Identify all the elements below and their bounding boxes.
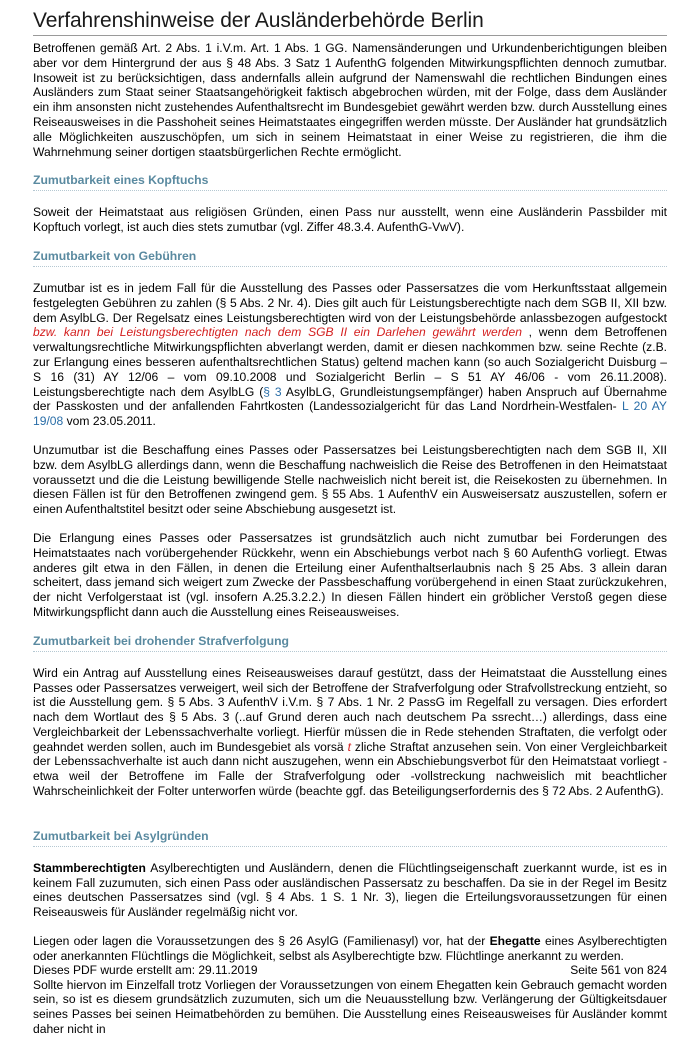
page-title: Verfahrenshinweise der Ausländerbehörde Berlin (33, 9, 484, 32)
text-segment: AsylbLG, Grundleistungsempfänger) haben Anspruch auf Übernahme der Passkosten und der anfallenden Fahrtkosten (Landessozialgericht für das Land Nordrhein-Westfalen- (33, 384, 667, 414)
footer-page-number: Seite 561 von 824 (570, 963, 667, 977)
section-heading-asylgruende: Zumutbarkeit bei Asylgründen (33, 829, 667, 847)
paragraph-gebuehren-2: Unzumutbar ist die Beschaffung eines Passes oder Passersatzes bei Leistungsberechtigten nach dem SGB II, XII bzw. dem AsylbLG allerdings dann, wenn die Beschaffung nachweislich die Reise des Betroffenen in den Heimatstaat voraussetzt und die die Leistung bewilligende Stelle nachweislich nicht bereit ist, die Reisekosten zu übernehmen. In diesen Fällen ist für den Betroffenen zwingend gem. § 55 Abs. 1 AufenthV ein Ausweisersatz auszustellen, sofern er einen Aufenthaltstitel besitzt oder seine Abschiebung ausgesetzt ist. (33, 442, 667, 517)
section-heading-kopftuch: Zumutbarkeit eines Kopftuchs (33, 173, 667, 191)
footer-created-date: Dieses PDF wurde erstellt am: 29.11.2019 (33, 963, 258, 977)
section-heading-strafverfolgung: Zumutbarkeit bei drohender Strafverfolgung (33, 634, 667, 652)
text-segment: Wird ein Antrag auf Ausstellung eines Reiseausweises darauf gestützt, dass der Heimatstaat die Ausstellung eines Passes oder Passersatzes verweigert, weil sich der Betroffene der Strafverfolgung oder Strafvollstreckung entzieht, so ist die Ausstellung gem. § 5 Abs. 3 AufenthV i.V.m. § 7 Abs. 1 Nr. 2 PassG im Regelfall zu versagen. Dies erfordert nach dem Wortlaut des § 5 Abs. 3 (..auf Grund deren auch nach deutschem Pa ssrecht…) allerdings, dass eine Vergleichbarkeit der Lebenssachverhalte vorliegt. Hierfür müssen die in Rede stehenden Straftaten, die verfolgt oder geahndet werden sollen, auch im Bundesgebiet als vorsä (33, 665, 667, 754)
court-decision-link[interactable]: L 20 AY 19/08 (33, 399, 667, 429)
title-divider (33, 35, 667, 36)
paragraph-gebuehren-1 (33, 281, 667, 429)
paragraph-namensaenderung: Betroffenen gemäß Art. 2 Abs. 1 i.V.m. Art. 1 Abs. 1 GG. Namensänderungen und Urkundenberichtigungen bleiben aber vor dem Hintergrund der aus § 48 Abs. 3 Satz 1 AufenthG folgenden Mitwirkungspflichten dennoch zumutbar. Insoweit ist zu berücksichtigen, dass andernfalls allein aufgrund der Namenswahl die rechtlichen Bindungen eines Ausländers zum Staat seiner Staatsangehörigkeit faktisch abgebrochen würden, mit der Folge, dass dem Ausländer ein ihm ansonsten nicht zustehendes Aufenthaltsrecht im Bundesgebiet gewährt werden bzw. durch Ausstellung eines Reiseausweises in die Passhoheit seines Heimatstaates eingegriffen werden müsste. Der Ausländer hat grundsätzlich alle Möglichkeiten auszuschöpfen, um sich in seinem Heimatstaat in einer Weise zu registrieren, die ihm die Wahrnehmung seiner dortigen staatsbürgerlichen Rechte ermöglicht. (33, 41, 667, 159)
paragraph-gebuehren-3: Die Erlangung eines Passes oder Passersatzes ist grundsätzlich auch nicht zumutbar bei Forderungen des Heimatstaates nach vorübergehender Rückkehr, wenn ein Abschiebungs verbot nach § 60 AufenthG vorliegt. Etwas anderes gilt etwa in den Fällen, in denen die Erteilung einer Aufenthaltserlaubnis nach § 25 Abs. 3 allein daran scheitert, dass jemand sich weigert zum Zwecke der Passbeschaffung vorübergehend in einen Staat zurückzukehren, der nicht Verfolgerstaat ist (vgl. insofern A.25.3.2.2.) In diesen Fällen hindert ein gröblicher Verstoß gegen diese Mitwirkungspflicht dann auch die Ausstellung eines Reiseausweises. (33, 530, 667, 619)
text-segment: zliche Straftat anzusehen sein. Von einer Vergleichbarkeit der Lebenssachverhalte ist auch dann nicht auszugehen, wenn ein Abschiebungsverbot für den Heimatstaat vorliegt - etwa weil der Betroffene im Falle der Strafverfolgung oder -vollstreckung nachweislich mit beachtlicher Wahrscheinlichkeit der Folter unterworfen würde (beachte ggf. das Beteiligungserfordernis des § 72 Abs. 2 AufenthG). (33, 739, 667, 799)
text-segment: Zumutbar ist es in jedem Fall für die Ausstellung des Passes oder Passersatzes die vom Herkunftsstaat allgemein festgelegten Gebühren zu zahlen (§ 5 Abs. 2 Nr. 4). Dies gilt auch für Leistungsberechtigte nach dem SGB II, XII bzw. dem AsylbLG. Der Regelsatz eines Leistungsberechtigten wird von der Leistungsbehörde anlassbezogen aufgestockt (33, 280, 667, 325)
law-link-asylblg[interactable]: § 3 (263, 384, 282, 399)
text-segment: eines Asylberechtigten oder anerkannten Flüchtlings die Möglichkeit, selbst als Asylberechtigte bzw. Flüchtlinge anerkannt zu werden. (33, 934, 668, 963)
bold-term: Stammberechtigten (33, 860, 146, 875)
text-segment: Liegen oder lagen die Voraussetzungen des § 26 AsylG (Familienasyl) vor, hat der (33, 934, 490, 949)
paragraph-kopftuch: Soweit der Heimatstaat aus religiösen Gründen, einen Pass nur ausstellt, wenn eine Ausländerin Passbilder mit Kopftuch vorlegt, ist auch dies stets zumutbar (vgl. Ziffer 48.3.4. AufenthG-VwV). (33, 205, 667, 235)
document-body (33, 41, 667, 1051)
paragraph-asyl-3: Sollte hiervon im Einzelfall trotz Vorliegen der Voraussetzungen von einem Ehegatten kein Gebrauch gemacht worden sein, so ist es diesem grundsätzlich zuzumuten, sich um die Neuausstellung bzw. Verlängerung der Gültigkeitsdauer seines Passes bei seinen Heimatbehörden zu bemühen. Die Ausstellung eines Reiseausweises für Ausländer kommt daher nicht in (33, 977, 667, 1037)
text-segment: , wenn dem Betroffenen verwaltungsrechtliche Mitwirkungspflichten abverlangt werden, damit er diesen nachkommen bzw. seine Rechte (z.B. zur Erlangung eines besseren aufenthaltsrechtlichen Status) geltend machen kann (so auch Sozialgericht Duisburg – S 16 (31) AY 12/06 – vom 09.10.2008 und Sozialgericht Berlin – S 51 AY 46/06 - vom 26.11.2008). Leistungsberechtigte nach dem AsylbLG ( (33, 325, 667, 399)
paragraph-asyl-1 (33, 861, 667, 920)
bold-term: Ehegatte (489, 934, 541, 949)
section-heading-gebuehren: Zumutbarkeit von Gebühren (33, 249, 667, 267)
paragraph-strafverfolgung (33, 666, 667, 799)
text-segment: vom 23.05.2011. (63, 414, 156, 429)
highlighted-amendment: t (343, 739, 351, 754)
paragraph-asyl-2 (33, 934, 667, 964)
text-segment: Asylberechtigten und Ausländern, denen die Flüchtlingseigenschaft zuerkannt wurde, ist es in keinem Fall zuzumuten, sich einen Pass oder ausländischen Passersatz zu beschaffen. Da sie in der Regel im Besitz eines deutschen Passersatzes sind (vgl. § 4 Abs. 1 S. 1 Nr. 3), liegen die Erteilungsvoraussetzungen für einen Reiseausweis für Ausländer regelmäßig nicht vor. (33, 860, 667, 920)
highlighted-amendment: bzw. kann bei Leistungsberechtigten nach dem SGB II ein Darlehen gewährt werden (33, 325, 522, 340)
